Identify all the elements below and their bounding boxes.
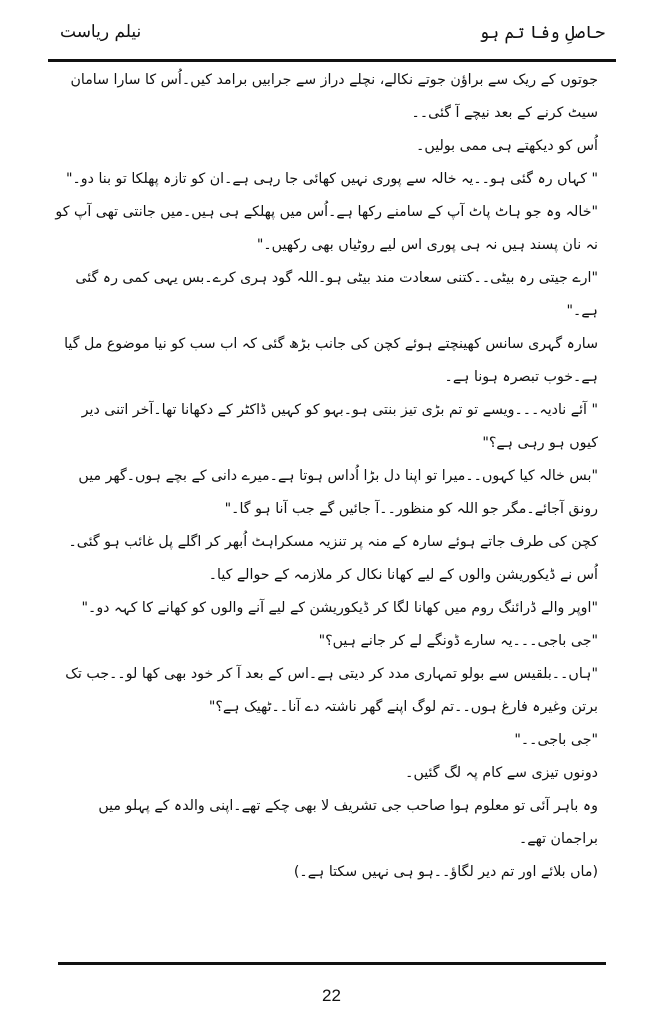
paragraph: سارہ گہری سانس کھینچتے ہوئے کچن کی جانب بڑھ گئی کہ اب سب کو نیا موضوع مل گیا ہے۔خوب تبصرہ ہونا ہے۔ [64, 336, 598, 385]
paragraph: "اوپر والے ڈرائنگ روم میں کھانا لگا کر ڈیکوریشن کے لیے آنے والوں کو کھانے کا کہہ دو۔" [81, 600, 598, 616]
paragraph: "خالہ وہ جو ہاٹ پاٹ آپ کے سامنے رکھا ہے۔اُس میں پھلکے ہی ہیں۔میں جانتی تھی آپ کو نہ نان پسند ہیں نہ ہی پوری اس لیے روٹیاں بھی رکھیں۔" [55, 204, 598, 253]
paragraph: اُس نے ڈیکوریشن والوں کے لیے کھانا نکال کر ملازمہ کے حوالے کیا۔ [208, 567, 598, 583]
paragraph: اُس کو دیکھتے ہی ممی بولیں۔ [416, 138, 598, 154]
paragraph: " کہاں رہ گئی ہو۔۔یہ خالہ سے پوری نہیں کھائی جا رہی ہے۔ان کو تازہ پھلکا تو بنا دو۔" [65, 171, 598, 187]
footer-divider [58, 962, 606, 965]
paragraph: "جی باجی۔۔۔یہ سارے ڈونگے لے کر جانے ہیں؟" [318, 633, 598, 649]
paragraph: "بس خالہ کیا کہوں۔۔میرا تو اپنا دل بڑا اُداس ہوتا ہے۔میرے دانی کے بچے ہوں۔گھر میں رونق آجائے۔مگر جو اللہ کو منظور۔۔آ جائیں گے جب آنا ہو گا۔" [78, 468, 598, 517]
page-header [60, 18, 605, 54]
paragraph: جوتوں کے ریک سے براؤن جوتے نکالے، نچلے دراز سے جرابیں برامد کیں۔اُس کا سارا سامان سیٹ کرنے کے بعد نیچے آ گئی۔۔ [70, 72, 598, 121]
author-name: نیلم ریاست [60, 22, 142, 42]
paragraph: " آئے نادیہ۔۔۔ویسے تو تم بڑی تیز بنتی ہو۔بہو کو کہیں ڈاکٹر کے دکھانا تھا۔آخر اتنی دیر کیوں ہو رہی ہے؟" [81, 402, 598, 451]
paragraph: وہ باہر آئی تو معلوم ہوا صاحب جی تشریف لا بھی چکے تھے۔اپنی والدہ کے پہلو میں براجمان تھے۔ [98, 798, 598, 847]
page-number: 22 [322, 986, 341, 1005]
header-divider [48, 59, 616, 62]
paragraph: "جی باجی۔۔" [514, 732, 598, 748]
paragraph: "ہاں۔۔بلقیس سے بولو تمہاری مدد کر دیتی ہے۔اس کے بعد آ کر خود بھی کھا لو۔۔جب تک برتن وغیرہ فارغ ہوں۔۔تم لوگ اپنے گھر ناشتہ دے آنا۔۔ٹھیک ہے؟" [65, 666, 598, 715]
paragraph: (ماں بلائے اور تم دیر لگاؤ۔۔ہو ہی نہیں سکتا ہے۔) [293, 864, 598, 880]
body-text [50, 64, 598, 952]
book-title: حاصلِ وفا تم ہو [479, 23, 605, 43]
paragraph: دونوں تیزی سے کام پہ لگ گئیں۔ [405, 765, 598, 781]
paragraph: "ارے جیتی رہ بیٹی۔۔کتنی سعادت مند بیٹی ہو۔اللہ گود ہری کرے۔بس یہی کمی رہ گئی ہے۔" [75, 270, 598, 319]
paragraph: کچن کی طرف جاتے ہوئے سارہ کے منہ پر تنزیہ مسکراہٹ اُبھر کر اگلے پل غائب ہو گئی۔ [68, 534, 598, 550]
